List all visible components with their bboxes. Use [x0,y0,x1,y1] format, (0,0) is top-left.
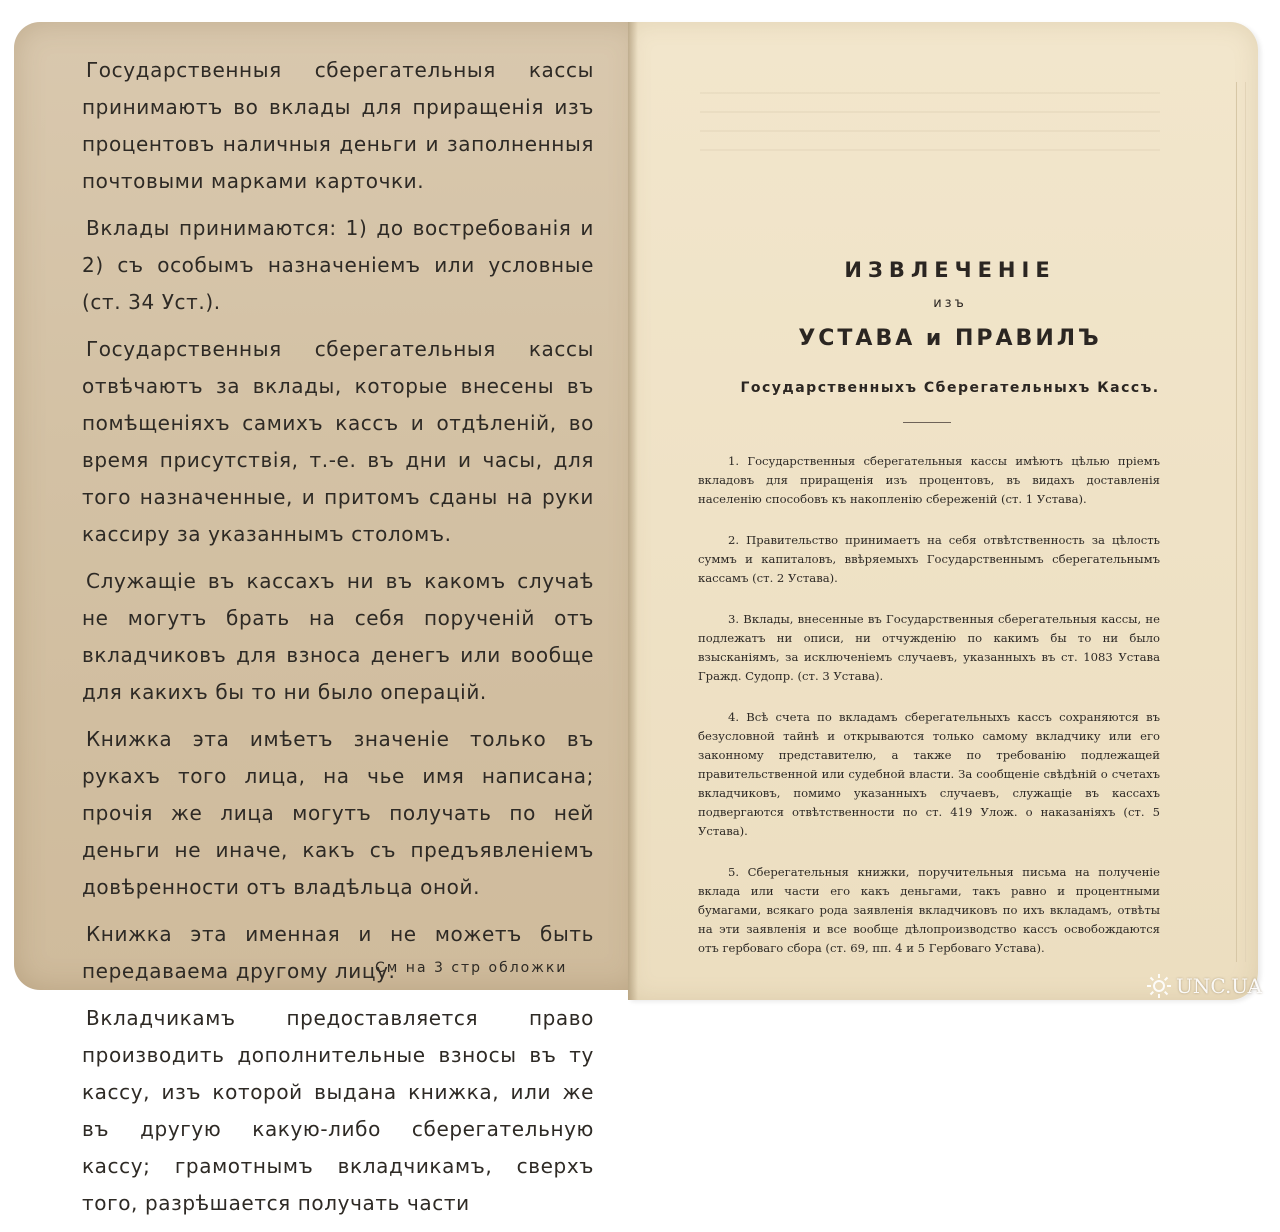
book-fold [628,22,638,1000]
left-paragraph-1: Государственныя сберегательныя кассы принимаютъ во вклады для приращенія изъ процентовъ наличныя деньги и заполненныя почтовыми марками карточки. [82,58,594,193]
articles-list [698,452,1160,980]
show-through-text [700,92,1160,152]
left-paragraph-5: Книжка эта имѣетъ значеніе только въ рукахъ того лица, на чье имя написана; прочія же лица могутъ получать по ней деньги не иначе, какъ съ предъявленіемъ довѣренности отъ владѣльца оной. [82,727,594,899]
left-page-footer: См на 3 стр обложки [375,960,568,976]
article-5: 5. Сберегательныя книжки, поручительныя письма на полученіе вклада или части его какъ деньгами, такъ равно и процентными бумагами, всякаго рода заявленія вкладчиковъ по ихъ вкладамъ, отвѣты на эти заявленія и все вообще дѣлопроизводство кассъ освобождаются отъ гербоваго сбора (ст. 69, пп. 4 и 5 Гербоваго Устава). [698,865,1160,955]
left-paragraph-3: Государственныя сберегательныя кассы отвѣчаютъ за вклады, которые внесены въ помѣщеніяхъ самихъ кассъ и отдѣленій, во время присутствія, т.-е. въ дни и часы, для того назначенные, и притомъ сданы на руки кассиру за указаннымъ столомъ. [82,337,594,546]
document-title: ИЗВЛЕЧЕНІЕ [844,258,1056,282]
statute-title: УСТАВА и ПРАВИЛЪ [798,326,1102,351]
left-paragraph-2: Вклады принимаются: 1) до востребованія и 2) съ особымъ назначеніемъ или условные (ст. 34 Уст.). [82,216,594,314]
page-edge [1236,82,1246,962]
title-divider [903,422,951,423]
article-4: 4. Всѣ счета по вкладамъ сберегательныхъ кассъ сохраняются въ безусловной тайнѣ и открываются только самому вкладчику или его законному представителю, а также по требованію подлежащей правительственной или судебной власти. За сообщеніе свѣдѣній о счетахъ вкладчиковъ, помимо указанныхъ случаевъ, служащіе въ кассахъ подвергаются отвѣтственности по ст. 419 Улож. о наказаніяхъ (ст. 5 Устава). [698,710,1160,838]
left-paragraph-4: Служащіе въ кассахъ ни въ какомъ случаѣ не могутъ брать на себя порученій отъ вкладчиковъ для взноса денегъ или вообще для какихъ бы то ни было операцій. [82,569,594,704]
watermark-text: UNC.UA [1176,974,1262,998]
watermark [1146,973,1262,999]
sun-logo-icon [1146,973,1172,999]
article-1: 1. Государственныя сберегательныя кассы имѣютъ цѣлью пріемъ вкладовъ для приращенія изъ процентовъ, въ видахъ доставленія населенію способовъ къ накопленію сбереженій (ст. 1 Устава). [698,454,1160,506]
article-2: 2. Правительство принимаетъ на себя отвѣтственность за цѣлость суммъ и капиталовъ, ввѣряемыхъ Государственнымъ сберегательнымъ кассамъ (ст. 2 Устава). [698,533,1160,585]
article-3: 3. Вклады, внесенные въ Государственныя сберегательныя кассы, не подлежатъ ни описи, ни отчужденію по какимъ бы то ни было взысканіямъ, за исключеніемъ случаевъ, указанныхъ въ ст. 1083 Устава Гражд. Судопр. (ст. 3 Устава). [698,612,1160,683]
left-paragraph-6: Книжка эта именная и не можетъ быть передаваема другому лицу. [82,922,594,983]
left-paragraph-7: Вкладчикамъ предоставляется право производить дополнительные взносы въ ту кассу, изъ которой выдана книжка, или же въ другую какую-либо сберегательную кассу; грамотнымъ вкладчикамъ, сверхъ того, разрѣшается получать части [82,1006,594,1215]
subject-title: Государственныхъ Сберегательныхъ Кассъ. [740,380,1160,396]
title-preposition: изъ [933,296,967,311]
left-page-text [82,52,594,1232]
